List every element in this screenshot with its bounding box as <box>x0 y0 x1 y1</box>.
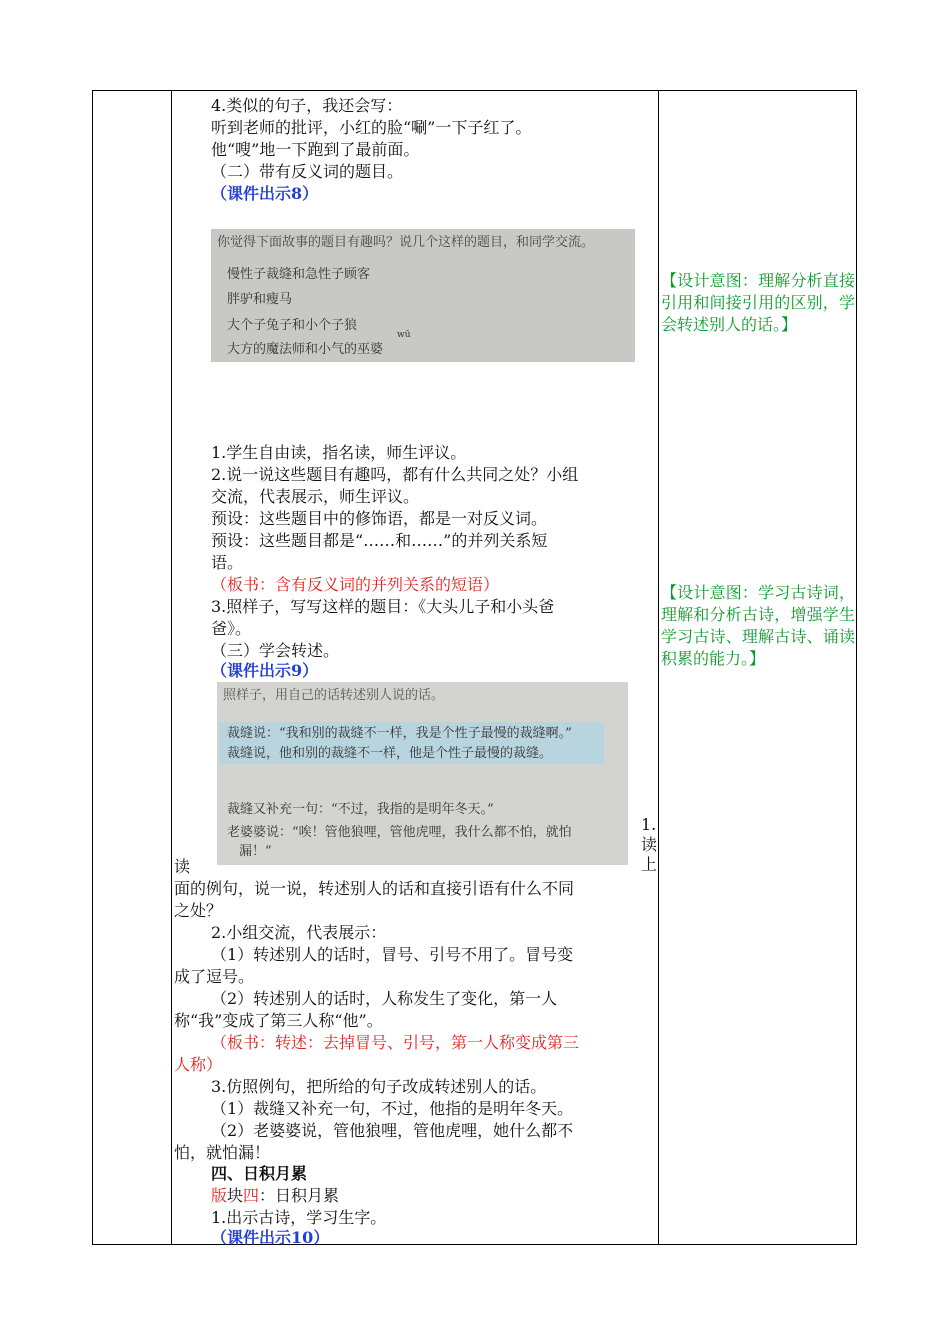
image2-exercise: 裁缝又补充一句：“不过，我指的是明年冬天。” <box>227 802 494 817</box>
text-line: 交流，代表展示，师生评议。 <box>211 487 420 506</box>
text-line: 4.类似的句子，我还会写： <box>211 96 403 115</box>
text-line: 2.说一说这些题目有趣吗，都有什么共同之处？小组 <box>211 465 579 484</box>
text-line: 预设：这些题目都是“……和……”的并列关系短 <box>211 531 548 550</box>
image2-example: 裁缝说，他和别的裁缝不一样，他是个性子最慢的裁缝。 <box>227 746 553 761</box>
textbook-image-1 <box>211 229 635 362</box>
courseware-note: （课件出示9） <box>211 661 319 680</box>
courseware-note: （课件出示10） <box>211 1228 330 1247</box>
text-fragment: 读 <box>641 835 658 854</box>
text-line: 语。 <box>211 553 244 572</box>
text-line: 听到老师的批评，小红的脸“唰”一下子红了。 <box>211 118 532 137</box>
text-line: 预设：这些题目中的修饰语，都是一对反义词。 <box>211 509 548 528</box>
image1-item: 大方的魔法师和小气的巫婆 <box>227 342 384 357</box>
text-line: （1）转述别人的话时，冒号、引号不用了。冒号变 <box>211 945 574 964</box>
text-fragment: 读 <box>174 857 191 876</box>
text-line: 1.学生自由读，指名读，师生评议。 <box>211 443 467 462</box>
section-heading: 四、日积月累 <box>211 1164 308 1183</box>
text-line: （2）老婆婆说，管他狼哩，管他虎哩，她什么都不 <box>211 1121 574 1140</box>
column-divider-2 <box>658 90 659 1245</box>
text-line: 他“嗖”地一下跑到了最前面。 <box>211 140 420 159</box>
design-intent-note: 【设计意图：学习古诗词，理解和分析古诗，增强学生学习古诗、理解古诗、诵读积累的能力。】 <box>661 583 855 668</box>
text-line: 2.小组交流，代表展示： <box>211 923 387 942</box>
text-line: （2）转述别人的话时，人称发生了变化，第一人 <box>211 989 558 1008</box>
text-line: 爸》。 <box>211 619 252 638</box>
image1-item: 胖驴和瘦马 <box>227 292 293 307</box>
block-title-part: ：日积月累 <box>259 1186 340 1205</box>
image1-pinyin: wū <box>397 330 411 340</box>
section-heading: （二）带有反义词的题目。 <box>211 162 404 181</box>
text-line: 成了逗号。 <box>174 967 255 986</box>
textbook-image-2 <box>217 682 628 865</box>
image2-exercise: 老婆婆说：“唉！管他狼哩，管他虎哩，我什么都不怕，就怕 <box>227 825 572 840</box>
text-line: 1.出示古诗，学习生字。 <box>211 1208 387 1227</box>
section-heading: （三）学会转述。 <box>211 641 340 660</box>
image2-prompt: 照样子，用自己的话转述别人说的话。 <box>223 688 445 703</box>
design-intent-note: 【设计意图：理解分析直接引用和间接引用的区别，学会转述别人的话。】 <box>661 271 855 334</box>
text-line: 之处？ <box>174 901 223 920</box>
text-line: 3.照样子，写写这样的题目：《大头儿子和小头爸 <box>211 597 555 616</box>
text-line: 3.仿照例句，把所给的句子改成转述别人的话。 <box>211 1077 547 1096</box>
text-line: 面的例句，说一说，转述别人的话和直接引语有什么不同 <box>174 879 575 898</box>
board-note: 人称） <box>174 1055 223 1074</box>
board-note: （板书：转述：去掉冒号、引号，第一人称变成第三 <box>211 1033 580 1052</box>
text-fragment: 1. <box>641 815 657 834</box>
image1-item: 大个子兔子和小个子狼 <box>227 318 358 333</box>
text-fragment: 上 <box>641 855 658 874</box>
courseware-note: （课件出示8） <box>211 184 319 203</box>
column-divider-1 <box>171 90 172 1245</box>
image1-prompt: 你觉得下面故事的题目有趣吗？说几个这样的题目，和同学交流。 <box>217 235 595 250</box>
block-title-part: 版 <box>211 1186 228 1205</box>
image2-example: 裁缝说：“我和别的裁缝不一样，我是个性子最慢的裁缝啊。” <box>227 726 572 741</box>
image1-item: 慢性子裁缝和急性子顾客 <box>227 267 371 282</box>
image2-exercise: 漏！” <box>239 844 272 859</box>
text-line: （1）裁缝又补充一句，不过，他指的是明年冬天。 <box>211 1099 574 1118</box>
text-line: 怕，就怕漏！ <box>174 1143 271 1162</box>
text-line: 称“我”变成了第三人称“他”。 <box>174 1011 383 1030</box>
block-title-part: 块 <box>227 1186 244 1205</box>
block-title <box>211 1186 339 1206</box>
board-note: （板书：含有反义词的并列关系的短语） <box>211 575 500 594</box>
block-title-part: 四 <box>243 1186 260 1205</box>
